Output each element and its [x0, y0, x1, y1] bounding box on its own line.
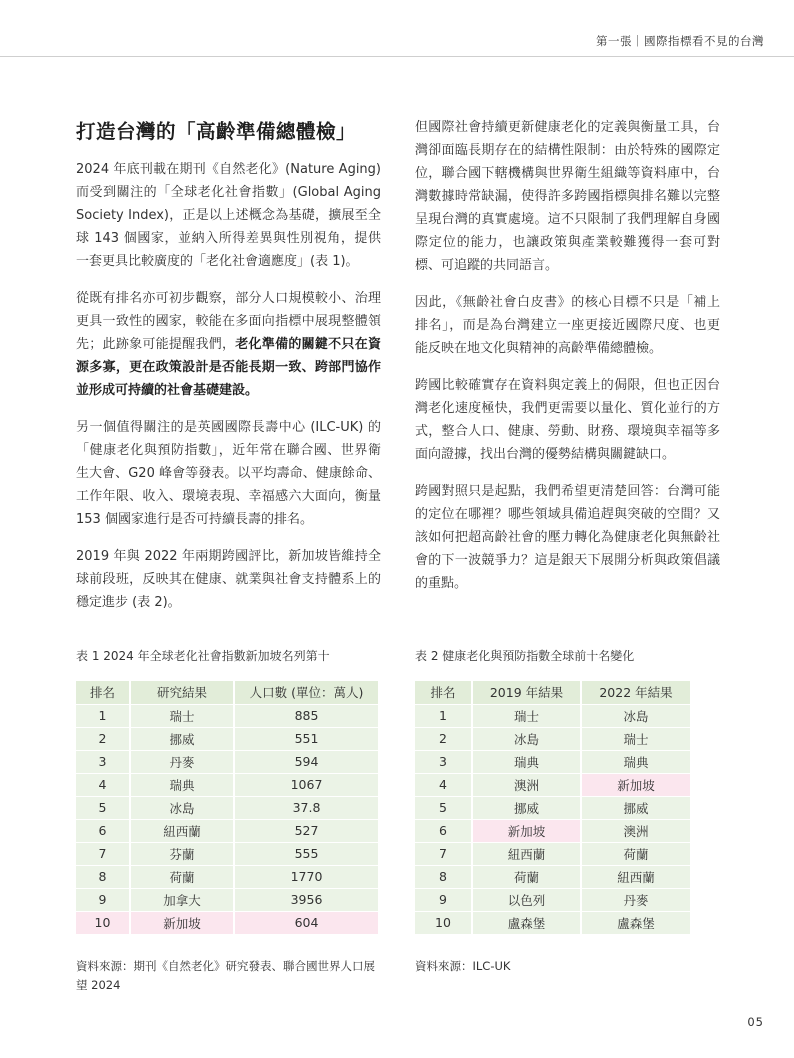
table-cell: 604	[234, 911, 378, 934]
table-2-source: 資料來源：ILC-UK	[415, 959, 511, 973]
table-cell: 挪威	[581, 796, 690, 819]
table-row	[415, 750, 690, 773]
right-column	[415, 116, 720, 609]
table-cell: 6	[76, 819, 130, 842]
table-cell: 3	[76, 750, 130, 773]
table-cell: 10	[415, 911, 472, 934]
table-cell: 瑞士	[581, 727, 690, 750]
table-row	[76, 865, 378, 888]
table-cell: 1	[76, 704, 130, 727]
table-cell: 冰島	[472, 727, 581, 750]
table-2-header-rank: 排名	[415, 681, 472, 704]
header-divider	[0, 56, 794, 57]
article-title: 打造台灣的「高齡準備總體檢」	[76, 120, 357, 143]
table-cell: 8	[76, 865, 130, 888]
table-cell-highlighted: 新加坡	[581, 773, 690, 796]
table-cell: 紐西蘭	[581, 865, 690, 888]
paragraph-7: 跨國比較確實存在資料與定義上的侷限，但也正因台灣老化速度極快，我們更需要以量化、質化並行的方式，整合人口、健康、勞動、財務、環境與幸福等多面向證據，找出台灣的優勢結構與關鍵缺口。	[415, 378, 720, 462]
table-row	[76, 704, 378, 727]
table-cell: 荷蘭	[130, 865, 234, 888]
table-cell: 37.8	[234, 796, 378, 819]
table-cell: 挪威	[130, 727, 234, 750]
table-cell: 盧森堡	[472, 911, 581, 934]
table-cell: 加拿大	[130, 888, 234, 911]
table-cell: 荷蘭	[472, 865, 581, 888]
paragraph-2-emphasis: 老化準備的關鍵不只在資源多寡，更在政策設計是否能長期一致、跨部門協作並形成可持續的社會基礎建設。	[76, 337, 381, 398]
paragraph-8: 跨國對照只是起點，我們希望更清楚回答：台灣可能的定位在哪裡？哪些領域具備追趕與突破的空間？又該如何把超高齡社會的壓力轉化為健康老化與無齡社會的下一波競爭力？這是銀天下展開分析與政策倡議的重點。	[415, 484, 720, 591]
paragraph-3: 另一個值得關注的是英國國際長壽中心 (ILC-UK) 的「健康老化與預防指數」，近年常在聯合國、世界衛生大會、G20 峰會等發表。以平均壽命、健康餘命、工作年限、收入、環境表現、幸福感六大面向，衡量 153 個國家進行是否可持續長壽的排名。	[76, 420, 381, 527]
table-cell: 澳洲	[581, 819, 690, 842]
table-cell: 5	[415, 796, 472, 819]
table-1-header-population: 人口數 (單位：萬人)	[234, 681, 378, 704]
table-cell: 瑞士	[472, 704, 581, 727]
table-cell: 6	[415, 819, 472, 842]
table-cell: 594	[234, 750, 378, 773]
table-2-header-2022: 2022 年結果	[581, 681, 690, 704]
table-row	[415, 773, 690, 796]
table-cell: 7	[415, 842, 472, 865]
table-2	[415, 681, 690, 934]
page-number: 05	[747, 1015, 764, 1029]
paragraph-2-text: 從既有排名亦可初步觀察，部分人口規模較小、治理更具一致性的國家，較能在多面向指標中展現整體領先；此跡象可能提醒我們，	[76, 291, 381, 352]
table-cell: 瑞典	[130, 773, 234, 796]
table-cell: 555	[234, 842, 378, 865]
table-cell: 瑞士	[130, 704, 234, 727]
table-cell: 551	[234, 727, 378, 750]
table-cell: 885	[234, 704, 378, 727]
table-row	[415, 727, 690, 750]
table-cell: 9	[76, 888, 130, 911]
table-cell: 4	[76, 773, 130, 796]
table-cell: 以色列	[472, 888, 581, 911]
table-cell-highlighted: 新加坡	[472, 819, 581, 842]
table-cell: 盧森堡	[581, 911, 690, 934]
paragraph-5: 但國際社會持續更新健康老化的定義與衡量工具，台灣卻面臨長期存在的結構性限制：由於特殊的國際定位，聯合國下轄機構與世界衛生組織等資料庫中，台灣數據時常缺漏，使得許多跨國指標與排名難以完整呈現台灣的真實處境。這不只限制了我們理解自身國際定位的能力，也讓政策與產業較難獲得一套可對標、可追蹤的共同語言。	[415, 120, 720, 273]
table-row	[76, 727, 378, 750]
table-cell: 1770	[234, 865, 378, 888]
paragraph-2	[76, 287, 381, 402]
table-row	[415, 911, 690, 934]
table-row	[76, 796, 378, 819]
table-cell: 4	[415, 773, 472, 796]
paragraph-4: 2019 年與 2022 年兩期跨國評比，新加坡皆維持全球前段班，反映其在健康、就業與社會支持體系上的穩定進步 (表 2)。	[76, 549, 381, 610]
table-2-caption: 表 2 健康老化與預防指數全球前十名變化	[415, 649, 635, 663]
table-cell: 10	[76, 911, 130, 934]
table-cell: 7	[76, 842, 130, 865]
table-cell: 丹麥	[130, 750, 234, 773]
table-1-header-rank: 排名	[76, 681, 130, 704]
table-cell: 丹麥	[581, 888, 690, 911]
table-cell: 3956	[234, 888, 378, 911]
table-row	[76, 842, 378, 865]
table-row	[415, 865, 690, 888]
table-row	[76, 773, 378, 796]
table-1-header-row	[76, 681, 378, 704]
paragraph-1: 2024 年底刊載在期刊《自然老化》(Nature Aging) 而受到關注的「全球老化社會指數」(Global Aging Society Index)，正是以上述概念為基礎，擴展至全球 143 個國家，並納入所得差異與性別視角，提供一套更具比較廣度的「老化社會適應度」(表 1)。	[76, 162, 381, 269]
table-cell: 冰島	[581, 704, 690, 727]
table-1	[76, 681, 378, 934]
table-cell: 紐西蘭	[472, 842, 581, 865]
table-row	[76, 819, 378, 842]
table-cell: 澳洲	[472, 773, 581, 796]
table-cell: 2	[76, 727, 130, 750]
table-cell: 5	[76, 796, 130, 819]
table-row	[76, 888, 378, 911]
table-cell: 荷蘭	[581, 842, 690, 865]
table-row	[415, 888, 690, 911]
table-row	[415, 704, 690, 727]
table-cell: 8	[415, 865, 472, 888]
table-1-header-result: 研究結果	[130, 681, 234, 704]
table-cell: 瑞典	[472, 750, 581, 773]
table-cell: 9	[415, 888, 472, 911]
paragraph-6: 因此，《無齡社會白皮書》的核心目標不只是「補上排名」，而是為台灣建立一座更接近國際尺度、也更能反映在地文化與精神的高齡準備總體檢。	[415, 295, 720, 356]
table-cell: 1067	[234, 773, 378, 796]
table-cell: 2	[415, 727, 472, 750]
table-cell: 527	[234, 819, 378, 842]
table-cell: 紐西蘭	[130, 819, 234, 842]
running-header: 第一張｜國際指標看不見的台灣	[596, 34, 764, 48]
table-row	[415, 819, 690, 842]
table-cell: 挪威	[472, 796, 581, 819]
table-2-header-2019: 2019 年結果	[472, 681, 581, 704]
table-2-header-row	[415, 681, 690, 704]
left-column	[76, 118, 381, 628]
table-cell: 3	[415, 750, 472, 773]
table-row	[76, 750, 378, 773]
table-row-highlighted	[76, 911, 378, 934]
table-cell: 1	[415, 704, 472, 727]
table-1-source: 資料來源：期刊《自然老化》研究發表、聯合國世界人口展望 2024	[76, 959, 375, 992]
table-1-caption: 表 1 2024 年全球老化社會指數新加坡名列第十	[76, 649, 330, 663]
table-row	[415, 842, 690, 865]
table-row	[415, 796, 690, 819]
table-cell: 芬蘭	[130, 842, 234, 865]
table-cell: 瑞典	[581, 750, 690, 773]
table-cell: 新加坡	[130, 911, 234, 934]
table-cell: 冰島	[130, 796, 234, 819]
